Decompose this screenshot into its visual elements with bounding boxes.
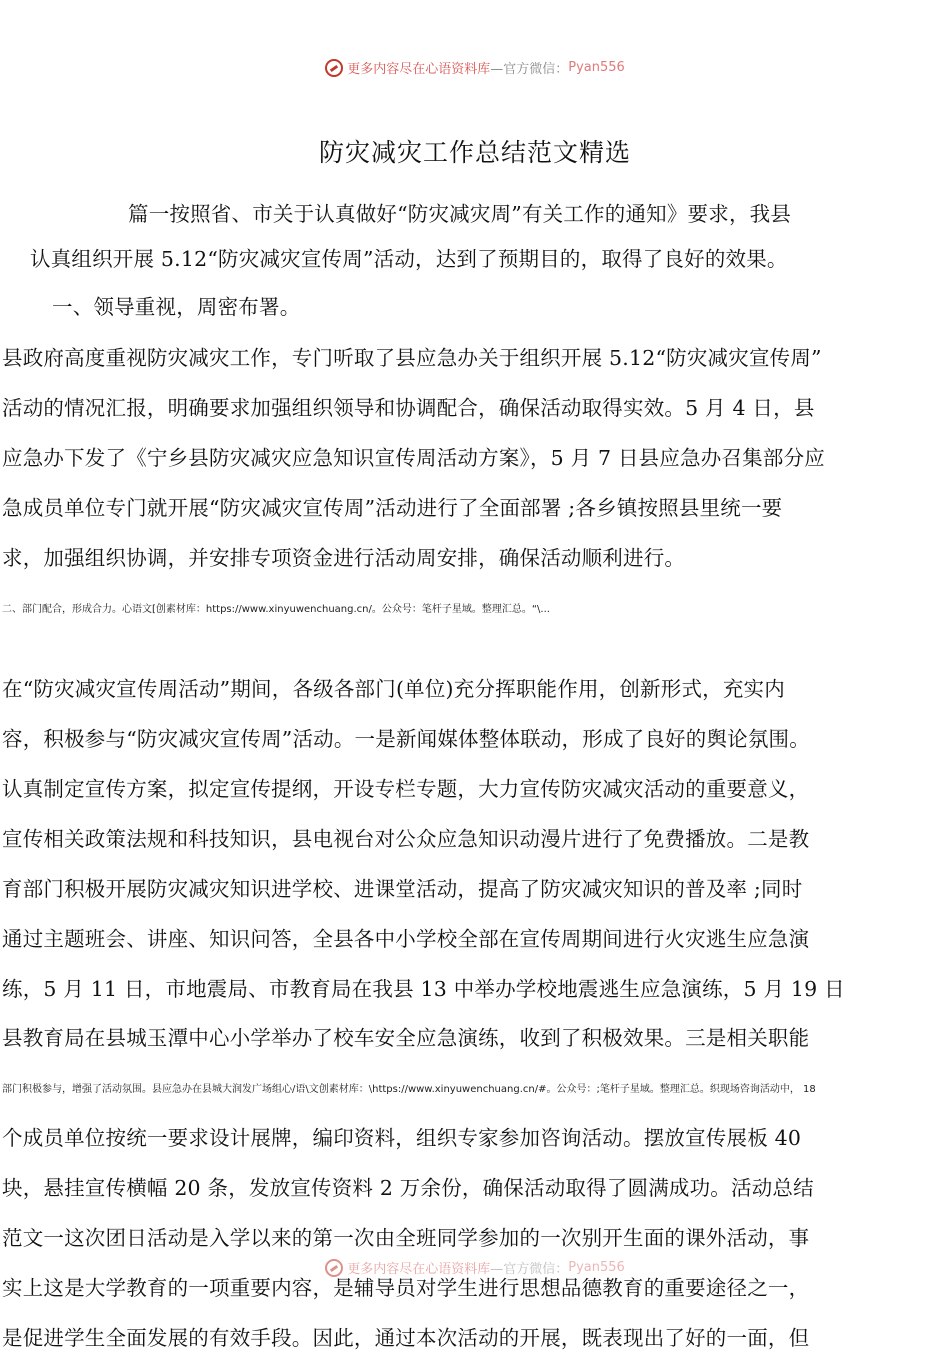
text-line: 通过主题班会、讲座、知识问答，全县各中小学校全部在宣传周期间进行火灾逃生应急演 (2, 927, 810, 951)
text-line: 是促进学生全面发展的有效手段。因此，通过本次活动的开展，既表现出了好的一面，但 (2, 1326, 810, 1350)
logo-icon (325, 1259, 343, 1277)
text-line: 县政府高度重视防灾减灾工作，专门听取了县应急办关于组织开展 5.12“防灾减灾宣传周” (2, 346, 822, 370)
text-line: 范文一这次团日活动是入学以来的第一次由全班同学参加的一次别开生面的课外活动，事 (2, 1226, 810, 1250)
section-heading: 一、领导重视，周密布署。 (52, 295, 301, 319)
watermark-id: Pyan556 (568, 60, 625, 75)
watermark-separator: —官方微信： (490, 62, 569, 77)
logo-icon (325, 59, 343, 77)
text-line: 急成员单位专门就开展“防灾减灾宣传周”活动进行了全面部署 ;各乡镇按照县里统一要 (2, 496, 783, 520)
text-line: 实上这是大学教育的一项重要内容，是辅导员对学生进行思想品德教育的重要途径之一， (2, 1276, 810, 1300)
text-line: 篇一按照省、市关于认真做好“防灾减灾周”有关工作的通知》要求，我县 (128, 202, 792, 226)
text-line: 认真制定宣传方案，拟定宣传提纲，开设专栏专题，大力宣传防灾减灾活动的重要意义， (2, 777, 810, 801)
watermark-overlay (0, 1258, 950, 1277)
text-line: 容，积极参与“防灾减灾宣传周”活动。一是新闻媒体整体联动，形成了良好的舆论氛围。 (2, 727, 810, 751)
small-note-line: 部门积极参与，增强了活动氛围。县应急办在县城大润发广场组心/语\文创素材库：\https://www.xinyuwenchuang.cn/#。公众号：;笔杆子星域。整理汇总。织现场咨询活动中， 18 (2, 1084, 816, 1095)
text-line: 活动的情况汇报，明确要求加强组织领导和协调配合，确保活动取得实效。5 月 4 日，县 (2, 396, 815, 420)
text-line: 宣传相关政策法规和科技知识，县电视台对公众应急知识动漫片进行了免费播放。二是教 (2, 827, 810, 851)
text-line: 练，5 月 11 日，市地震局、市教育局在我县 13 中举办学校地震逃生应急演练，5 月 19 日 (2, 977, 845, 1001)
text-line: 育部门积极开展防灾减灾知识进学校、进课堂活动，提高了防灾减灾知识的普及率 ;同时 (2, 877, 803, 901)
text-line: 求，加强组织协调，并安排专项资金进行活动周安排，确保活动顺利进行。 (2, 546, 686, 570)
text-line: 块，悬挂宣传横幅 20 条，发放宣传资料 2 万余份，确保活动取得了圆满成功。活动总结 (2, 1176, 814, 1200)
watermark-id: Pyan556 (568, 1260, 625, 1275)
watermark-separator: —官方微信： (490, 1262, 569, 1277)
text-line: 认真组织开展 5.12“防灾减灾宣传周”活动，达到了预期目的，取得了良好的效果。 (30, 247, 788, 271)
watermark-text: 更多内容尽在心语资料库 (347, 62, 491, 77)
small-note-line: 二、部门配合，形成合力。心语文[创素材库：https://www.xinyuwenchuang.cn/。公众号：笔杆子星域。整理汇总。“\... (2, 604, 550, 615)
text-line: 在“防灾减灾宣传周活动”期间，各级各部门(单位)充分挥职能作用，创新形式，充实内 (2, 677, 785, 701)
watermark-text: 更多内容尽在心语资料库 (347, 1262, 491, 1277)
text-line: 应急办下发了《宁乡县防灾减灾应急知识宣传周活动方案》，5 月 7 日县应急办召集部分应 (2, 446, 825, 470)
text-line: 县教育局在县城玉潭中心小学举办了校车安全应急演练，收到了积极效果。三是相关职能 (2, 1026, 810, 1050)
watermark-header (0, 58, 950, 77)
text-line: 个成员单位按统一要求设计展牌，编印资料，组织专家参加咨询活动。摆放宣传展板 40 (2, 1126, 802, 1150)
document-title: 防灾减灾工作总结范文精选 (318, 138, 631, 167)
